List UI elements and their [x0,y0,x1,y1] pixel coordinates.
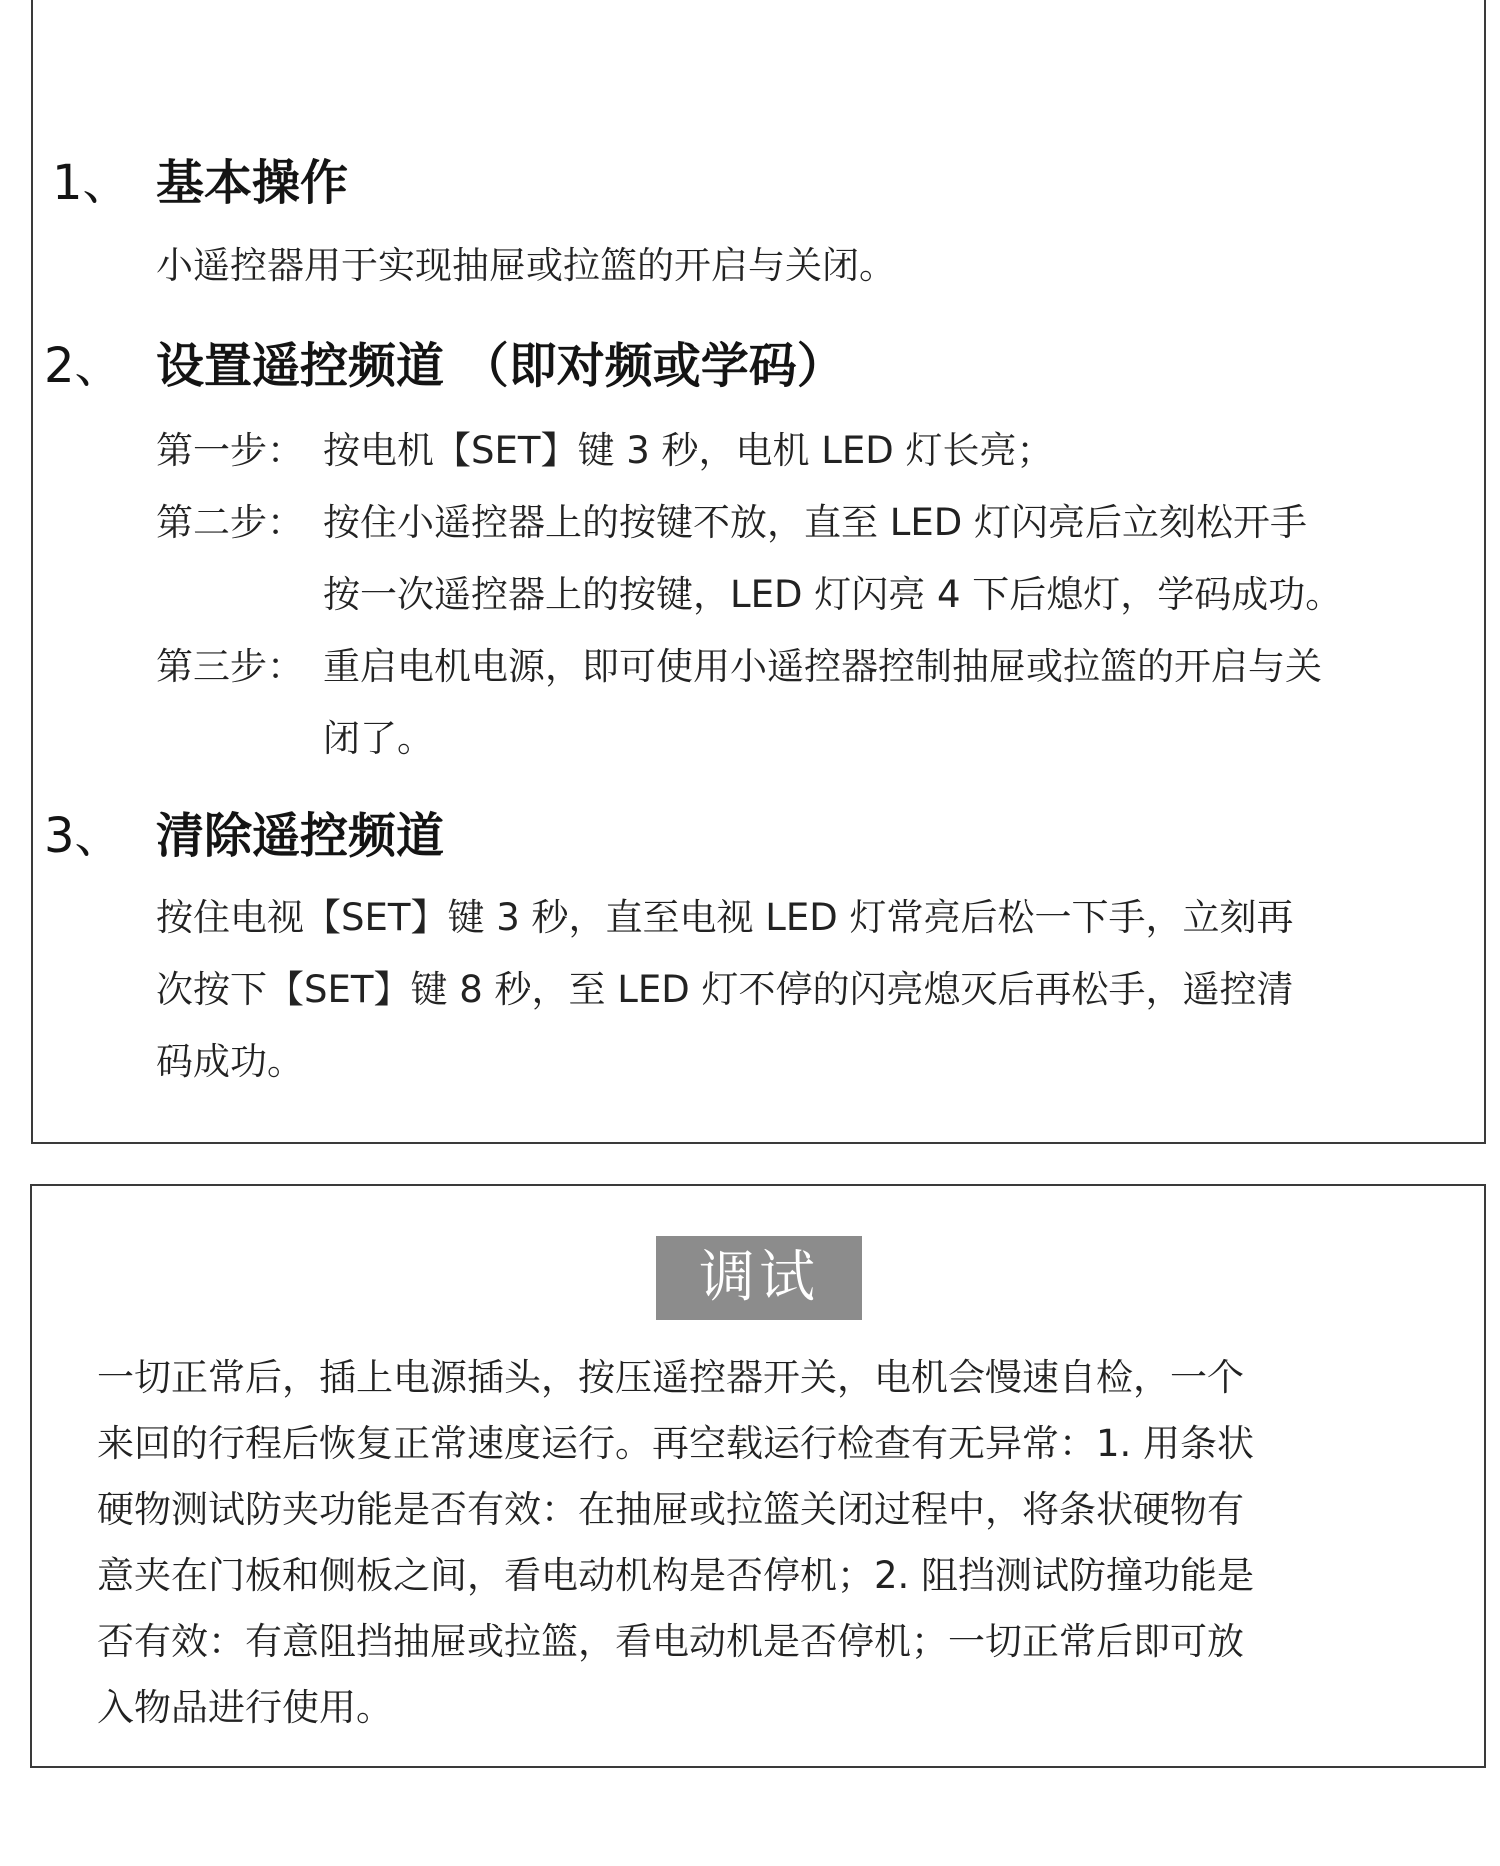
debug-text-line: 一切正常后，插上电源插头，按压遥控器开关，电机会慢速自检，一个 [97,1356,1244,1399]
section-title-basic-operation: 基本操作 [156,155,349,211]
debug-text-line: 来回的行程后恢复正常速度运行。再空载运行检查有无异常：1. 用条状 [97,1422,1255,1465]
step-text: 重启电机电源，即可使用小遥控器控制抽屉或拉篮的开启与关 [323,645,1322,688]
step-text: 按一次遥控器上的按键，LED 灯闪亮 4 下后熄灯，学码成功。 [323,573,1343,616]
section-title-set-channel: 设置遥控频道 （即对频或学码） [156,338,845,394]
step-label: 第二步： [156,501,304,544]
step-label: 第三步： [156,645,304,688]
section-text: 小遥控器用于实现抽屉或拉篮的开启与关闭。 [156,244,896,287]
step-text: 按住小遥控器上的按键不放，直至 LED 灯闪亮后立刻松开手 [323,501,1308,544]
debug-text-line: 否有效：有意阻挡抽屉或拉篮，看电动机是否停机；一切正常后即可放 [97,1620,1244,1663]
section-number: 2、 [44,338,123,394]
step-text: 闭了。 [323,717,434,760]
step-label: 第一步： [156,429,304,472]
debug-text-line: 硬物测试防夹功能是否有效：在抽屉或拉篮关闭过程中，将条状硬物有 [97,1488,1244,1531]
section-text: 次按下【SET】键 8 秒，至 LED 灯不停的闪亮熄灭后再松手，遥控清 [156,968,1294,1011]
step-text: 按电机【SET】键 3 秒，电机 LED 灯长亮； [323,429,1054,472]
debug-text-line: 入物品进行使用。 [97,1686,393,1729]
section-number: 1、 [52,155,131,211]
debug-tag: 调试 [656,1236,862,1320]
section-text: 按住电视【SET】键 3 秒，直至电视 LED 灯常亮后松一下手，立刻再 [156,896,1294,939]
section-number: 3、 [44,808,123,864]
debug-text-line: 意夹在门板和侧板之间，看电动机构是否停机；2. 阻挡测试防撞功能是 [97,1554,1255,1597]
section-text: 码成功。 [156,1040,304,1083]
section-title-clear-channel: 清除遥控频道 [156,808,445,864]
